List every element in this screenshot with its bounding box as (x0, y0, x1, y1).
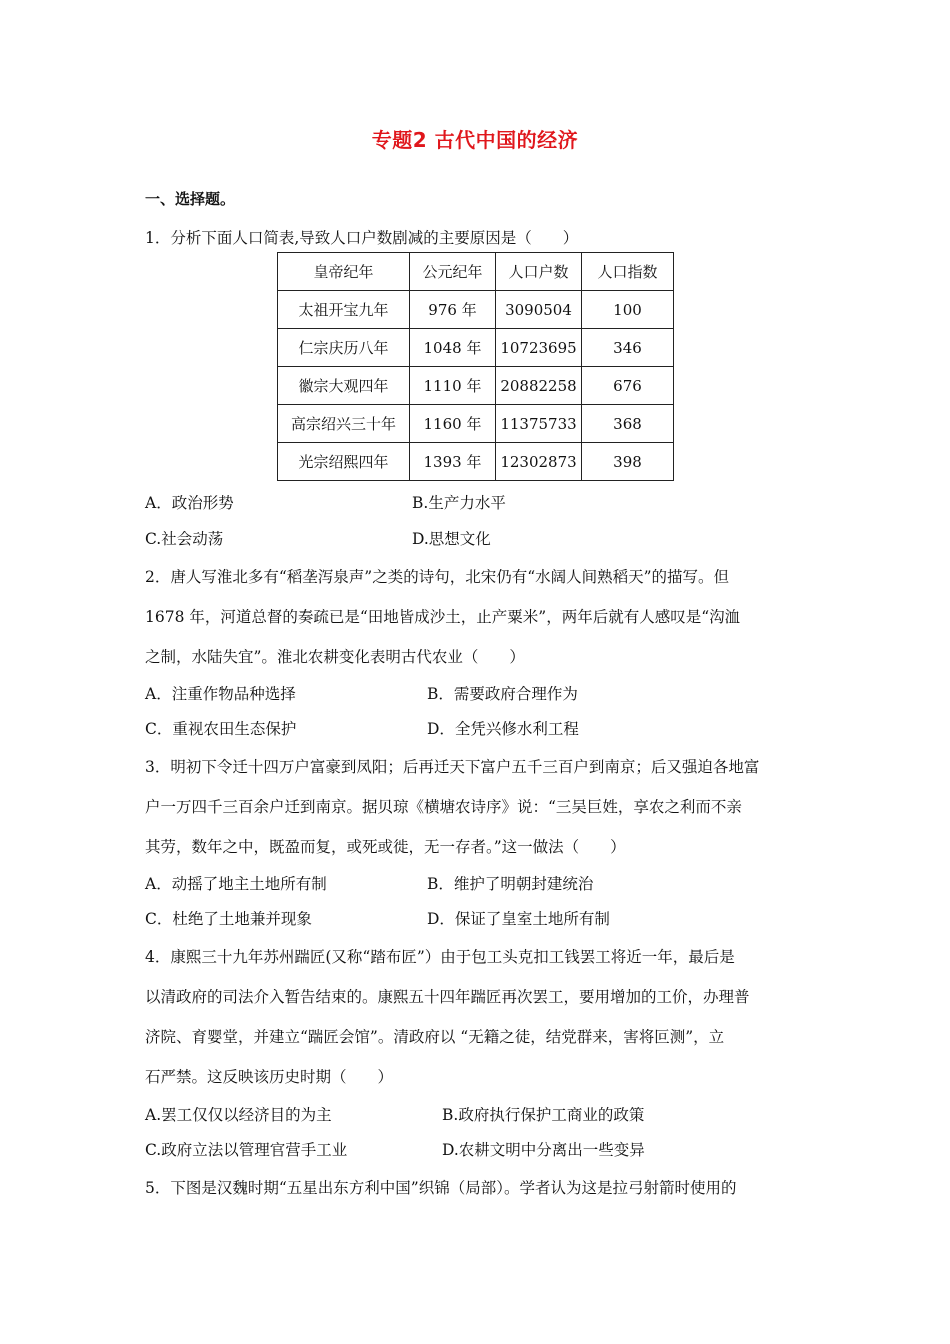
table-header-row (278, 253, 674, 291)
question-1-option-c: C.社会动荡 (145, 530, 224, 548)
question-2-option-d: D．全凭兴修水利工程 (427, 720, 579, 738)
table-header-cell: 人口指数 (582, 253, 674, 291)
question-2-line: 1678 年，河道总督的奏疏已是“田地皆成沙土，止产粟米”，两年后就有人感叹是“沟洫 (145, 608, 741, 626)
table-cell: 仁宗庆历八年 (278, 329, 410, 367)
question-3-line: 其劳，数年之中，既盈而复，或死或徙，无一存者。”这一做法（ ） (145, 838, 626, 856)
question-3-line: 户一万四千三百余户迁到南京。据贝琼《横塘农诗序》说：“三吴巨姓，享农之利而不亲 (145, 798, 742, 816)
table-cell: 12302873 (496, 443, 582, 481)
table-row (278, 367, 674, 405)
table-cell: 11375733 (496, 405, 582, 443)
table-cell: 光宗绍熙四年 (278, 443, 410, 481)
question-3-option-d: D．保证了皇室土地所有制 (427, 910, 610, 928)
table-row (278, 443, 674, 481)
question-2-option-a: A．注重作物品种选择 (145, 685, 296, 703)
population-table (277, 252, 674, 481)
question-1-option-a: A．政治形势 (145, 494, 234, 512)
table-cell: 976 年 (410, 291, 496, 329)
table-cell: 1160 年 (410, 405, 496, 443)
question-2-line: 之制，水陆失宜”。淮北农耕变化表明古代农业（ ） (145, 648, 525, 666)
table-cell: 1393 年 (410, 443, 496, 481)
question-4-option-b: B.政府执行保护工商业的政策 (442, 1106, 645, 1124)
question-4-line: 以清政府的司法介入暂告结束的。康熙五十四年踹匠再次罢工，要用增加的工价，办理普 (145, 988, 750, 1006)
table-cell: 太祖开宝九年 (278, 291, 410, 329)
table-cell: 10723695 (496, 329, 582, 367)
question-4-option-d: D.农耕文明中分离出一些变异 (442, 1141, 645, 1159)
table-cell: 368 (582, 405, 674, 443)
table-row (278, 405, 674, 443)
table-cell: 100 (582, 291, 674, 329)
table-cell: 徽宗大观四年 (278, 367, 410, 405)
table-header-cell: 皇帝纪年 (278, 253, 410, 291)
table-cell: 398 (582, 443, 674, 481)
table-header-cell: 公元纪年 (410, 253, 496, 291)
table-cell: 3090504 (496, 291, 582, 329)
table-cell: 346 (582, 329, 674, 367)
table-cell: 1048 年 (410, 329, 496, 367)
question-2-option-b: B．需要政府合理作为 (427, 685, 578, 703)
question-2-option-c: C．重视农田生态保护 (145, 720, 297, 738)
question-2-line: 2．唐人写淮北多有“稻垄泻泉声”之类的诗句，北宋仍有“水阔人间熟稻天”的描写。但 (145, 568, 730, 586)
section-heading: 一、选择题。 (145, 190, 236, 208)
table-cell: 20882258 (496, 367, 582, 405)
question-3-option-b: B．维护了明朝封建统治 (427, 875, 594, 893)
page-title: 专题2 古代中国的经济 (371, 128, 579, 152)
table-cell: 1110 年 (410, 367, 496, 405)
question-5-line: 5．下图是汉魏时期“五星出东方利中国”织锦（局部）。学者认为这是拉弓射箭时使用的 (145, 1179, 737, 1197)
question-4-line: 4．康熙三十九年苏州踹匠(又称“踏布匠”）由于包工头克扣工钱罢工将近一年，最后是 (145, 948, 735, 966)
question-3-option-a: A．动摇了地主土地所有制 (145, 875, 327, 893)
question-4-line: 济院、育婴堂，并建立“踹匠会馆”。清政府以 “无籍之徒，结党群来，害将叵测”，立 (145, 1028, 725, 1046)
table-header-cell: 人口户数 (496, 253, 582, 291)
question-3-option-c: C．杜绝了土地兼并现象 (145, 910, 312, 928)
question-4-line: 石严禁。这反映该历史时期（ ） (145, 1068, 394, 1086)
table-row (278, 329, 674, 367)
question-1-option-b: B.生产力水平 (412, 494, 506, 512)
question-1-option-d: D.思想文化 (412, 530, 491, 548)
table-cell: 676 (582, 367, 674, 405)
table-row (278, 291, 674, 329)
question-1-stem: 1．分析下面人口简表,导致人口户数剧减的主要原因是（ ） (145, 229, 579, 247)
question-4-option-c: C.政府立法以管理官营手工业 (145, 1141, 348, 1159)
table-cell: 高宗绍兴三十年 (278, 405, 410, 443)
question-4-option-a: A.罢工仅仅以经济目的为主 (145, 1106, 332, 1124)
question-3-line: 3．明初下令迁十四万户富豪到凤阳；后再迁天下富户五千三百户到南京；后又强迫各地富 (145, 758, 760, 776)
